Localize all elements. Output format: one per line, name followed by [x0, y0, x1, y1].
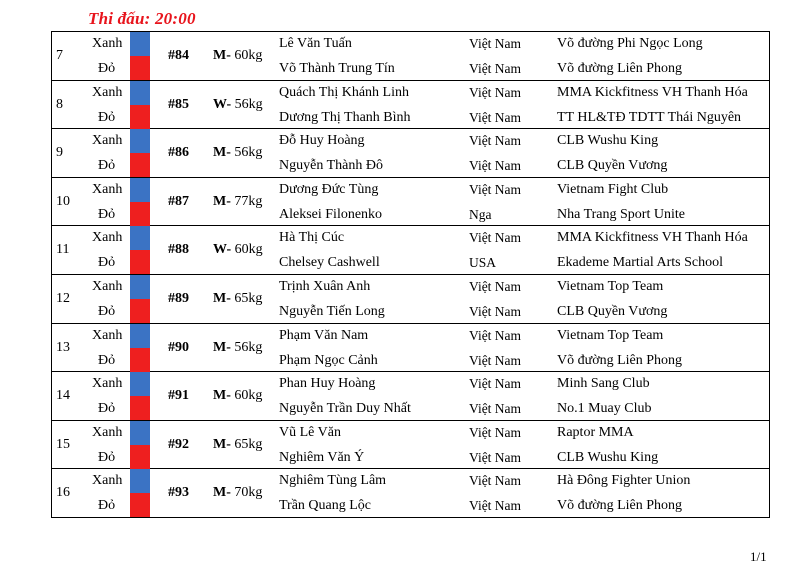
- weight-value: 60kg: [234, 242, 263, 258]
- weight-value: 65kg: [234, 436, 263, 452]
- bout-number: #90: [168, 339, 189, 355]
- blue-fighter-country: Việt Nam: [469, 278, 522, 294]
- gender-code: W-: [213, 242, 232, 258]
- blue-fighter-club: MMA Kickfitness VH Thanh Hóa: [557, 84, 748, 100]
- red-fighter-name: Aleksei Filonenko: [279, 206, 383, 222]
- match-row: [51, 81, 770, 130]
- weight-class: [213, 193, 262, 211]
- red-corner-bar: [130, 202, 150, 226]
- red-corner-label: Đỏ: [98, 498, 116, 514]
- gender-code: M-: [213, 290, 231, 306]
- weight-class: [213, 290, 262, 308]
- gender-code: M-: [213, 436, 231, 452]
- blue-corner-bar: [130, 421, 150, 445]
- red-fighter-name: Nghiêm Văn Ý: [279, 449, 365, 465]
- red-corner-bar: [130, 445, 150, 469]
- weight-value: 60kg: [234, 388, 263, 404]
- weight-value: 56kg: [234, 339, 263, 355]
- blue-fighter-name: Vũ Lê Văn: [279, 424, 341, 440]
- bout-number: #86: [168, 145, 189, 161]
- weight-value: 56kg: [234, 145, 263, 161]
- match-number: 11: [56, 242, 70, 258]
- match-row: [51, 129, 770, 178]
- gender-code: M-: [213, 485, 231, 501]
- session-title: Thi đấu: 20:00: [88, 9, 196, 28]
- blue-fighter-name: Hà Thị Cúc: [279, 230, 345, 246]
- blue-corner-bar: [130, 129, 150, 153]
- blue-corner-label: Xanh: [92, 133, 123, 149]
- weight-class: [213, 241, 263, 259]
- blue-fighter-country: Việt Nam: [469, 473, 522, 489]
- red-corner-bar: [130, 493, 150, 517]
- blue-fighter-club: Vietnam Fight Club: [557, 181, 669, 197]
- red-corner-label: Đỏ: [98, 109, 116, 125]
- match-row: [51, 226, 770, 275]
- blue-fighter-club: MMA Kickfitness VH Thanh Hóa: [557, 230, 748, 246]
- blue-fighter-country: Việt Nam: [469, 424, 522, 440]
- blue-fighter-country: Việt Nam: [469, 133, 522, 149]
- weight-class: [213, 144, 262, 162]
- blue-fighter-name: Phạm Văn Nam: [279, 327, 369, 343]
- blue-corner-label: Xanh: [92, 376, 123, 392]
- match-row: [51, 324, 770, 373]
- match-number: 12: [56, 290, 70, 306]
- blue-fighter-club: Hà Đông Fighter Union: [557, 473, 691, 489]
- weight-class: [213, 47, 262, 65]
- blue-corner-label: Xanh: [92, 36, 123, 51]
- blue-fighter-country: Việt Nam: [469, 181, 522, 197]
- red-fighter-country: Nga: [469, 206, 492, 222]
- red-fighter-country: USA: [469, 255, 497, 271]
- red-fighter-club: Võ đường Liên Phong: [557, 61, 683, 76]
- match-number: 14: [56, 388, 70, 404]
- weight-class: [213, 339, 262, 357]
- bout-number: #85: [168, 96, 189, 112]
- blue-corner-label: Xanh: [92, 181, 123, 197]
- bout-number: #89: [168, 290, 189, 306]
- red-fighter-club: CLB Quyền Vương: [557, 303, 668, 319]
- red-fighter-country: Việt Nam: [469, 303, 522, 319]
- blue-corner-label: Xanh: [92, 473, 123, 489]
- blue-fighter-club: CLB Wushu King: [557, 133, 659, 149]
- match-table: [51, 32, 770, 518]
- red-fighter-name: Chelsey Cashwell: [279, 255, 380, 271]
- red-corner-bar: [130, 348, 150, 372]
- blue-corner-bar: [130, 226, 150, 250]
- red-corner-label: Đỏ: [98, 303, 116, 319]
- red-corner-bar: [130, 396, 150, 420]
- red-fighter-country: Việt Nam: [469, 401, 522, 417]
- blue-fighter-name: Trịnh Xuân Anh: [279, 278, 371, 294]
- red-corner-label: Đỏ: [98, 255, 116, 271]
- red-fighter-club: No.1 Muay Club: [557, 401, 652, 417]
- red-fighter-name: Võ Thành Trung Tín: [279, 61, 395, 76]
- blue-fighter-club: Raptor MMA: [557, 424, 634, 440]
- red-corner-label: Đỏ: [98, 158, 116, 174]
- red-fighter-club: CLB Wushu King: [557, 449, 659, 465]
- blue-fighter-country: Việt Nam: [469, 327, 522, 343]
- weight-value: 70kg: [234, 485, 263, 501]
- blue-fighter-name: Nghiêm Tùng Lâm: [279, 473, 387, 489]
- bout-number: #88: [168, 242, 189, 258]
- blue-corner-label: Xanh: [92, 424, 123, 440]
- red-corner-label: Đỏ: [98, 352, 116, 368]
- match-row: [51, 275, 770, 324]
- red-fighter-country: Việt Nam: [469, 158, 522, 174]
- match-number: 10: [56, 193, 70, 209]
- red-corner-bar: [130, 250, 150, 274]
- match-row: [51, 32, 770, 81]
- weight-class: [213, 387, 262, 405]
- blue-corner-label: Xanh: [92, 327, 123, 343]
- match-row: [51, 372, 770, 421]
- blue-corner-label: Xanh: [92, 230, 123, 246]
- bout-number: #91: [168, 388, 189, 404]
- bout-number: #92: [168, 436, 189, 452]
- red-fighter-country: Việt Nam: [469, 498, 522, 514]
- match-row: [51, 469, 770, 518]
- red-corner-label: Đỏ: [98, 61, 116, 76]
- bout-number: #93: [168, 485, 189, 501]
- blue-fighter-club: Vietnam Top Team: [557, 278, 664, 294]
- bout-number: #84: [168, 48, 189, 63]
- match-number: 7: [56, 48, 63, 63]
- red-fighter-name: Nguyễn Trần Duy Nhất: [279, 401, 411, 417]
- weight-value: 65kg: [234, 290, 263, 306]
- blue-fighter-name: Phan Huy Hoàng: [279, 376, 376, 392]
- red-fighter-country: Việt Nam: [469, 449, 522, 465]
- red-corner-bar: [130, 56, 150, 80]
- match-number: 8: [56, 96, 63, 112]
- blue-corner-bar: [130, 32, 150, 56]
- blue-fighter-club: Minh Sang Club: [557, 376, 650, 392]
- blue-corner-bar: [130, 469, 150, 493]
- match-number: 9: [56, 145, 63, 161]
- blue-corner-bar: [130, 178, 150, 202]
- match-number: 13: [56, 339, 70, 355]
- red-corner-bar: [130, 299, 150, 323]
- red-fighter-club: CLB Quyền Vương: [557, 158, 668, 174]
- gender-code: M-: [213, 388, 231, 404]
- red-fighter-club: Võ đường Liên Phong: [557, 498, 683, 514]
- blue-fighter-name: Đỗ Huy Hoàng: [279, 133, 365, 149]
- red-corner-bar: [130, 105, 150, 129]
- weight-class: [213, 484, 262, 502]
- gender-code: W-: [213, 96, 232, 112]
- blue-fighter-country: Việt Nam: [469, 376, 522, 392]
- bout-number: #87: [168, 193, 189, 209]
- blue-corner-bar: [130, 275, 150, 299]
- blue-fighter-name: Lê Văn Tuấn: [279, 36, 352, 51]
- gender-code: M-: [213, 145, 231, 161]
- blue-fighter-name: Quách Thị Khánh Linh: [279, 84, 409, 100]
- blue-corner-bar: [130, 324, 150, 348]
- red-fighter-country: Việt Nam: [469, 109, 522, 125]
- red-corner-bar: [130, 153, 150, 177]
- red-fighter-club: Nha Trang Sport Unite: [557, 206, 685, 222]
- gender-code: M-: [213, 339, 231, 355]
- red-fighter-name: Nguyễn Thành Đô: [279, 158, 383, 174]
- red-fighter-name: Trần Quang Lộc: [279, 498, 372, 514]
- blue-corner-label: Xanh: [92, 278, 123, 294]
- gender-code: M-: [213, 193, 231, 209]
- blue-fighter-country: Việt Nam: [469, 84, 522, 100]
- blue-fighter-club: Võ đường Phi Ngọc Long: [557, 36, 703, 51]
- weight-value: 77kg: [234, 193, 263, 209]
- blue-corner-label: Xanh: [92, 84, 123, 100]
- match-number: 15: [56, 436, 70, 452]
- blue-corner-bar: [130, 372, 150, 396]
- page-number: 1/1: [750, 549, 767, 564]
- red-fighter-club: TT HL&TĐ TDTT Thái Nguyên: [557, 109, 742, 125]
- red-fighter-club: Ekademe Martial Arts School: [557, 255, 724, 271]
- match-row: [51, 178, 770, 227]
- gender-code: M-: [213, 48, 231, 63]
- weight-class: [213, 436, 262, 454]
- red-fighter-name: Nguyễn Tiến Long: [279, 303, 385, 319]
- red-corner-label: Đỏ: [98, 449, 116, 465]
- blue-fighter-country: Việt Nam: [469, 36, 522, 51]
- blue-fighter-name: Dương Đức Tùng: [279, 181, 379, 197]
- match-row: [51, 421, 770, 470]
- match-number: 16: [56, 485, 70, 501]
- red-fighter-country: Việt Nam: [469, 352, 522, 368]
- blue-fighter-club: Vietnam Top Team: [557, 327, 664, 343]
- blue-corner-bar: [130, 81, 150, 105]
- weight-value: 56kg: [234, 96, 263, 112]
- red-corner-label: Đỏ: [98, 206, 116, 222]
- weight-value: 60kg: [234, 48, 263, 63]
- red-fighter-name: Dương Thị Thanh Bình: [279, 109, 411, 125]
- red-corner-label: Đỏ: [98, 401, 116, 417]
- red-fighter-country: Việt Nam: [469, 61, 522, 76]
- red-fighter-name: Phạm Ngọc Cảnh: [279, 352, 378, 368]
- blue-fighter-country: Việt Nam: [469, 230, 522, 246]
- weight-class: [213, 96, 263, 114]
- red-fighter-club: Võ đường Liên Phong: [557, 352, 683, 368]
